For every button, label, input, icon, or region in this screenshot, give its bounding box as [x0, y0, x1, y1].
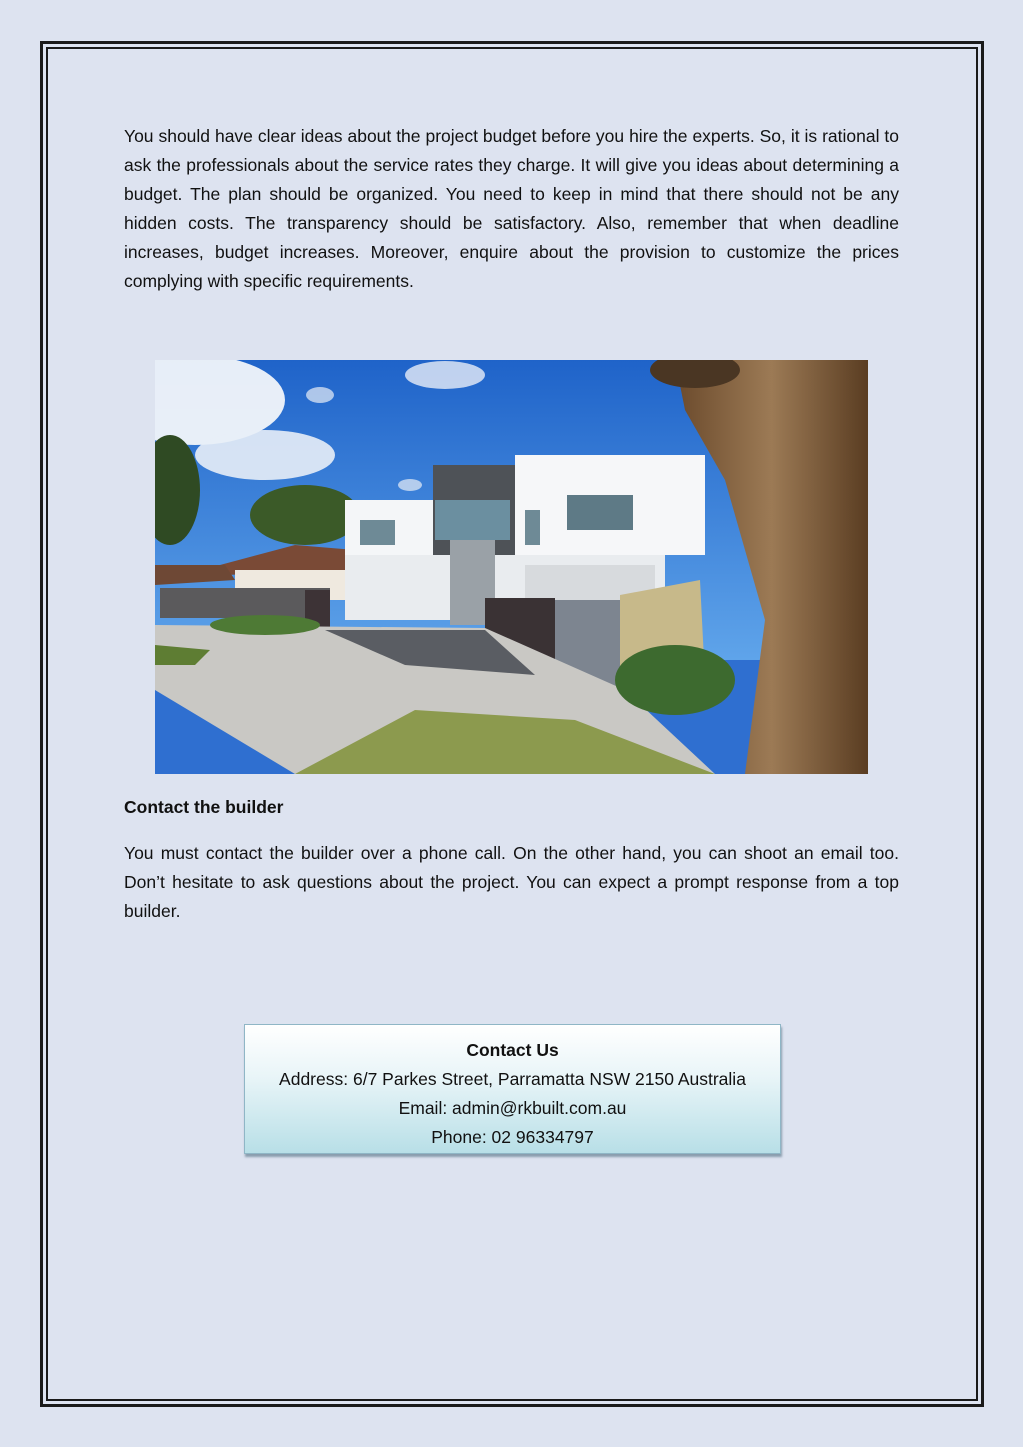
section-body: You must contact the builder over a phone call. On the other hand, you can shoot an email too. Don’t hesitate to ask questions about the project. You can expect a prompt response from a top builder.	[124, 843, 899, 921]
contact-phone: Phone: 02 96334797	[431, 1127, 594, 1147]
contact-email: Email: admin@rkbuilt.com.au	[398, 1098, 627, 1118]
contact-address: Address: 6/7 Parkes Street, Parramatta NSW 2150 Australia	[279, 1069, 746, 1089]
intro-paragraph: You should have clear ideas about the project budget before you hire the experts. So, it is rational to ask the professionals about the service rates they charge. It will give you ideas about determining a budget. The plan should be organized. You need to keep in mind that there should not be any hidden costs. The transparency should be satisfactory. Also, remember that when deadline increases, budget increases. Moreover, enquire about the provision to customize the prices complying with specific requirements.	[124, 126, 899, 291]
contact-box	[244, 1024, 781, 1154]
section-heading: Contact the builder	[124, 797, 284, 817]
contact-title: Contact Us	[466, 1040, 559, 1060]
house-photo	[155, 360, 868, 774]
